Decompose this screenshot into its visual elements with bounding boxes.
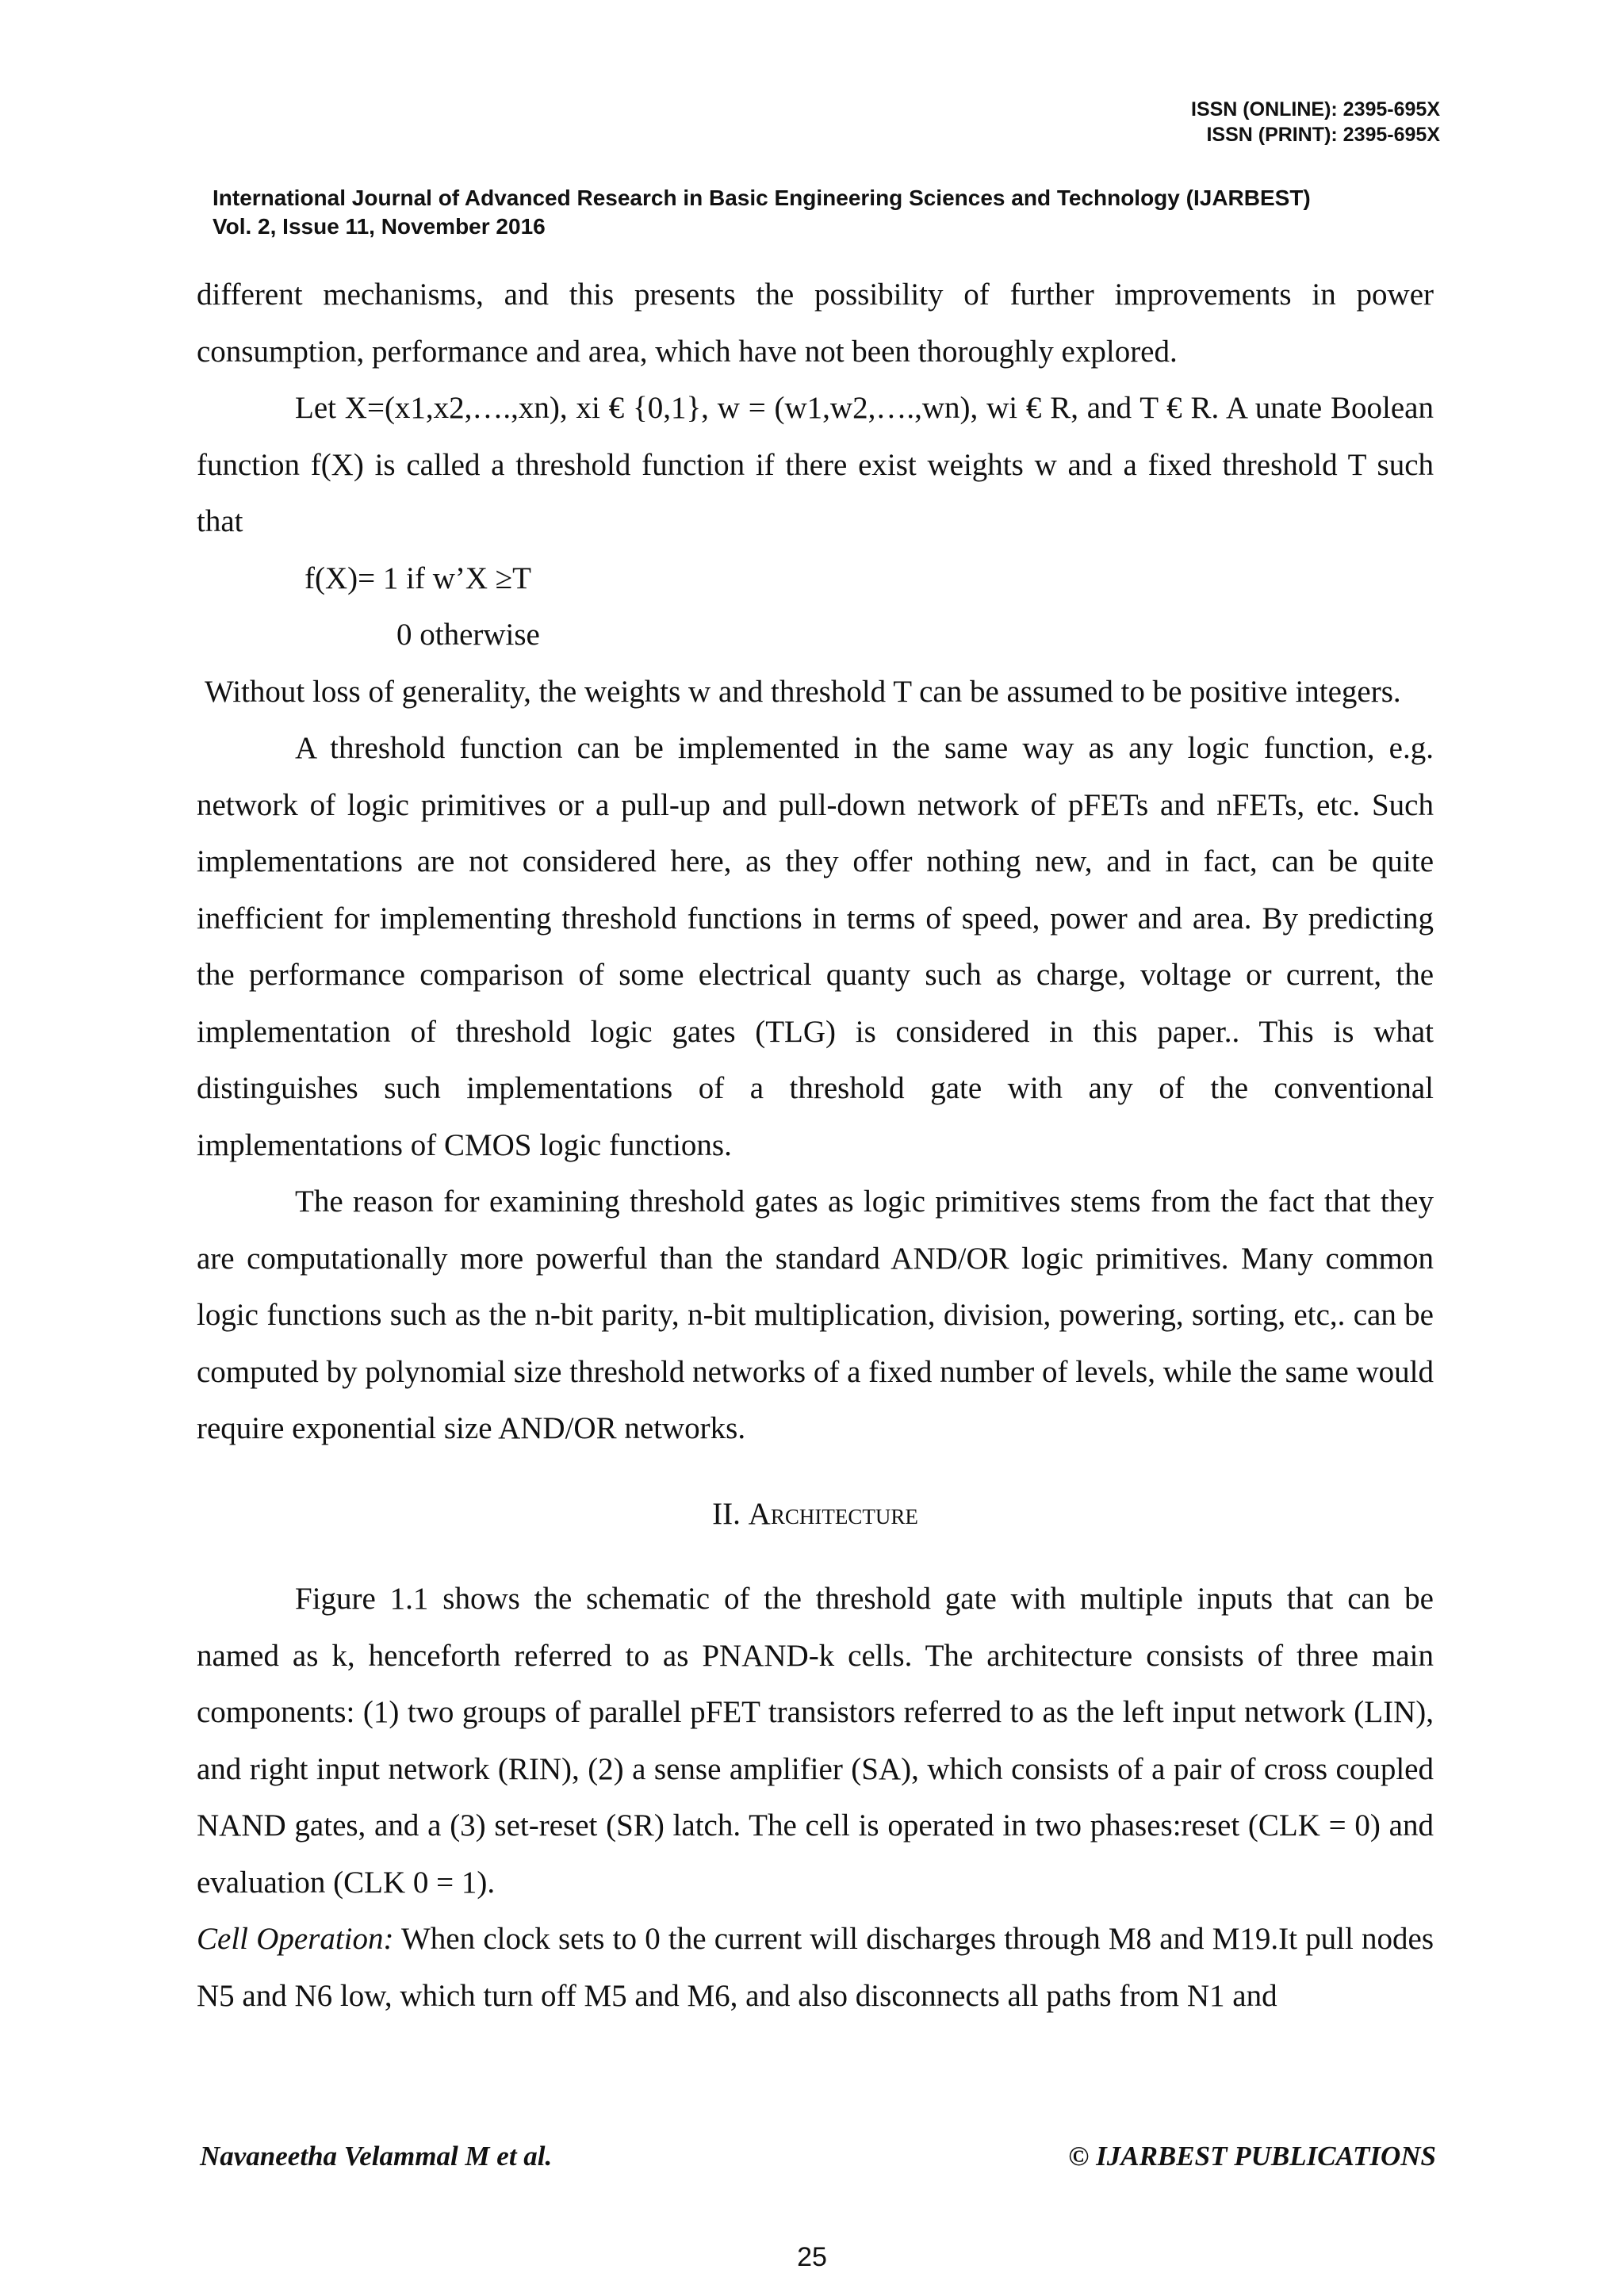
paragraph-1: different mechanisms, and this presents the possibility of further improvements in power consumption, performance and area, which have not been thoroughly explored.: [197, 277, 1434, 369]
paragraph-2: Let X=(x1,x2,….,xn), xi € {0,1}, w = (w1,w2,….,wn), wi € R, and T € R. A unate Boolean function f(X) is called a threshold function if there exist weights w and a fixed threshold T such that: [197, 391, 1434, 538]
issn-print: ISSN (PRINT): 2395-695X: [1206, 124, 1440, 146]
paragraph-7-text: When clock sets to 0 the current will discharges through M8 and M19.It pull nodes N5 and N6 low, which turn off M5 and M6, and also disconnects all paths from N1 and: [197, 1922, 1434, 2013]
run-in-heading: Cell Operation:: [197, 1922, 394, 1956]
paragraph-5: The reason for examining threshold gates as logic primitives stems from the fact that they are computationally more powerful than the standard AND/OR logic primitives. Many common logic functions such as the n-bit parity, n-bit multiplication, division, powering, sorting, etc,. can be computed by polynomial size threshold networks of a fixed number of levels, while the same would require exponential size AND/OR networks.: [197, 1184, 1434, 1445]
equation-line-2: 0 otherwise: [396, 618, 540, 652]
equation-line-1: f(X)= 1 if w’X ≥T: [304, 561, 531, 595]
footer-publisher: © IJARBEST PUBLICATIONS: [1068, 2141, 1436, 2172]
section-title: Architecture: [748, 1496, 918, 1531]
paragraph-6: Figure 1.1 shows the schematic of the threshold gate with multiple inputs that can be named as k, henceforth referred to as PNAND-k cells. The architecture consists of three main components: (1) two groups of parallel pFET transistors referred to as the left input network (LIN), and right input network (RIN), (2) a sense amplifier (SA), which consists of a pair of cross coupled NAND gates, and a (3) set-reset (SR) latch. The cell is operated in two phases:reset (CLK = 0) and evaluation (CLK 0 = 1).: [197, 1582, 1434, 1900]
body-text: [197, 266, 1434, 2024]
section-heading: [197, 1486, 1434, 1543]
section-number: II.: [712, 1496, 741, 1531]
issn-online: ISSN (ONLINE): 2395-695X: [1191, 98, 1440, 121]
footer-author: Navaneetha Velammal M et al.: [200, 2141, 553, 2172]
journal-header: [213, 184, 1450, 241]
journal-name: International Journal of Advanced Research in Basic Engineering Sciences and Technology (IJARBEST): [213, 186, 1311, 210]
paragraph-4: A threshold function can be implemented in the same way as any logic function, e.g. network of logic primitives or a pull-up and pull-down network of pFETs and nFETs, etc. Such implementations are not considered here, as they offer nothing new, and in fact, can be quite inefficient for implementing threshold functions in terms of speed, power and area. By predicting the performance comparison of some electrical quanty such as charge, voltage or current, the implementation of threshold logic gates (TLG) is considered in this paper.. This is what distinguishes such implementations of a threshold gate with any of the conventional implementations of CMOS logic functions.: [197, 731, 1434, 1162]
page-number: 25: [797, 2242, 827, 2272]
issn-block: [1191, 97, 1440, 147]
paragraph-7: [197, 1911, 1434, 2024]
volume-issue: Vol. 2, Issue 11, November 2016: [213, 214, 546, 239]
paragraph-3: Without loss of generality, the weights w and threshold T can be assumed to be positive integers.: [205, 674, 1401, 709]
